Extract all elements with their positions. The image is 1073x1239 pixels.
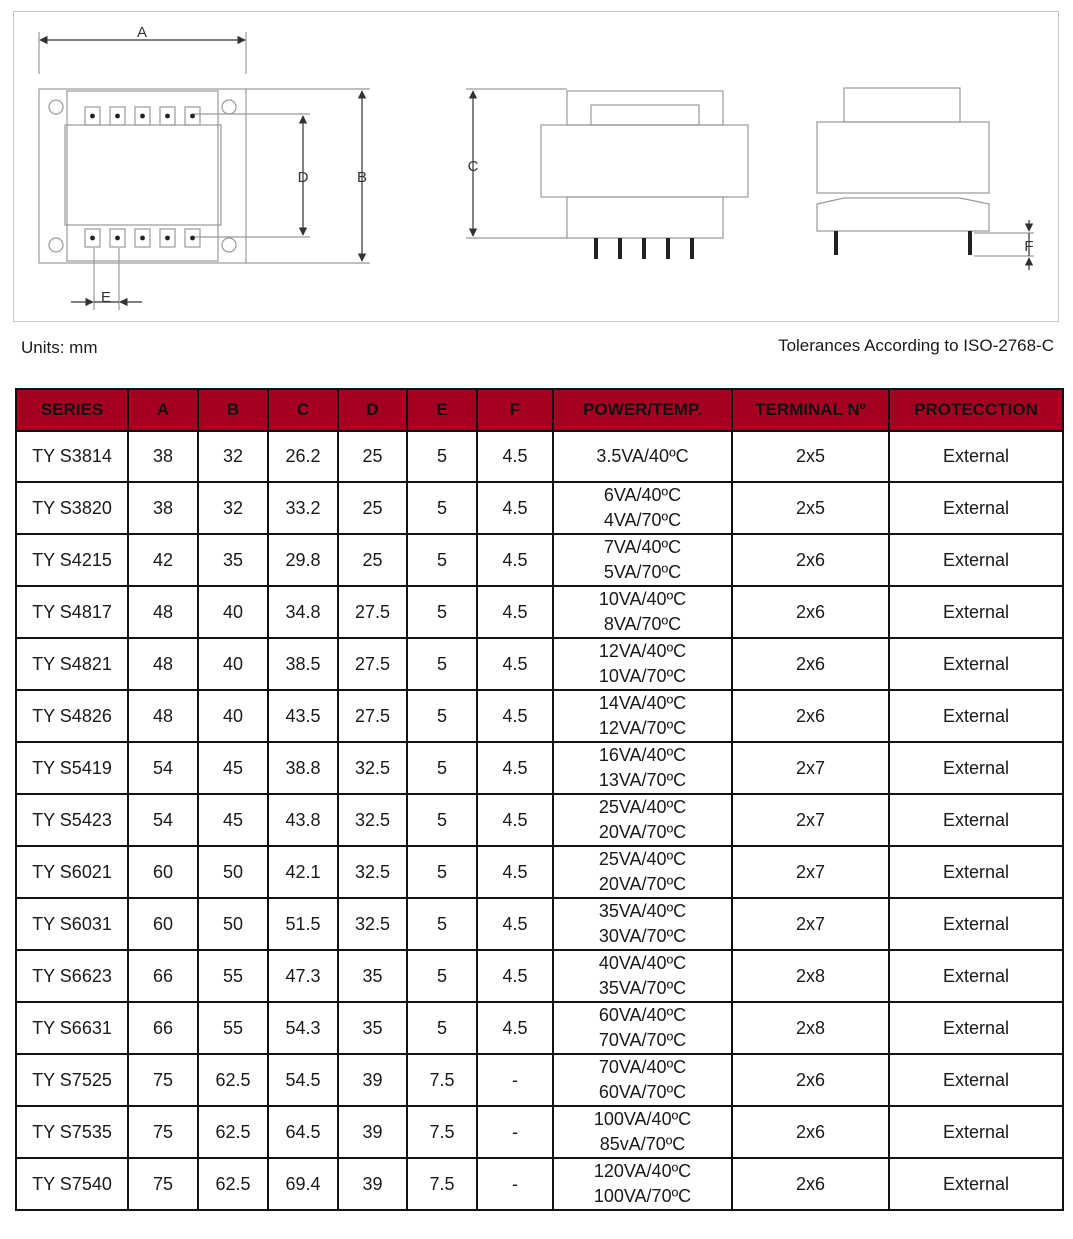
- cell-series: TY S4215: [16, 534, 128, 586]
- cell-protection: External: [889, 742, 1063, 794]
- cell-power-temp: [553, 1106, 732, 1158]
- cell-series: TY S4821: [16, 638, 128, 690]
- cell-terminal: 2x8: [732, 1002, 889, 1054]
- cell-power-temp: [553, 846, 732, 898]
- cell-a: 66: [128, 950, 198, 1002]
- cell-b: 62.5: [198, 1054, 268, 1106]
- cell-e: 5: [407, 950, 477, 1002]
- table-row: [16, 1106, 1063, 1158]
- header-series: SERIES: [16, 389, 128, 431]
- cell-terminal: 2x7: [732, 742, 889, 794]
- power-temp-line: 12VA/70ºC: [598, 718, 687, 738]
- cell-a: 38: [128, 431, 198, 482]
- power-temp-line: 40VA/40ºC: [598, 953, 687, 973]
- cell-protection: External: [889, 794, 1063, 846]
- cell-power-temp: [553, 534, 732, 586]
- cell-d: 32.5: [338, 742, 407, 794]
- cell-a: 48: [128, 690, 198, 742]
- cell-power-temp: [553, 898, 732, 950]
- power-temp-line: 85vA/70ºC: [599, 1134, 686, 1154]
- units-note: Units: mm: [21, 338, 98, 357]
- cell-terminal: 2x5: [732, 431, 889, 482]
- cell-f: -: [477, 1054, 553, 1106]
- cell-d: 25: [338, 431, 407, 482]
- cell-d: 35: [338, 950, 407, 1002]
- cell-protection: External: [889, 950, 1063, 1002]
- cell-d: 25: [338, 534, 407, 586]
- power-temp-line: 35VA/40ºC: [598, 901, 687, 921]
- cell-series: TY S3820: [16, 482, 128, 534]
- cell-e: 5: [407, 1002, 477, 1054]
- cell-terminal: 2x6: [732, 586, 889, 638]
- cell-e: 5: [407, 586, 477, 638]
- header-c: C: [268, 389, 338, 431]
- cell-protection: External: [889, 1054, 1063, 1106]
- cell-b: 32: [198, 482, 268, 534]
- power-temp-line: 25VA/40ºC: [598, 849, 687, 869]
- cell-e: 5: [407, 898, 477, 950]
- cell-power-temp: [553, 638, 732, 690]
- cell-e: 7.5: [407, 1106, 477, 1158]
- power-temp-line: 14VA/40ºC: [598, 693, 687, 713]
- technical-drawing: [13, 11, 1059, 322]
- dimension-label-e: E: [100, 289, 112, 306]
- cell-power-temp: [553, 586, 732, 638]
- dimension-label-a: A: [136, 24, 148, 41]
- cell-e: 5: [407, 690, 477, 742]
- cell-protection: External: [889, 1106, 1063, 1158]
- cell-e: 5: [407, 431, 477, 482]
- cell-e: 5: [407, 482, 477, 534]
- cell-series: TY S4817: [16, 586, 128, 638]
- cell-power-temp: [553, 1158, 732, 1210]
- cell-power-temp: [553, 1054, 732, 1106]
- header-f: F: [477, 389, 553, 431]
- cell-terminal: 2x7: [732, 898, 889, 950]
- cell-a: 75: [128, 1158, 198, 1210]
- cell-power-temp: [553, 690, 732, 742]
- header-d: D: [338, 389, 407, 431]
- table-row: [16, 742, 1063, 794]
- power-temp-line: 35VA/70ºC: [598, 978, 687, 998]
- power-temp-line: 12VA/40ºC: [598, 641, 687, 661]
- cell-protection: External: [889, 846, 1063, 898]
- cell-e: 5: [407, 794, 477, 846]
- table-row: [16, 1054, 1063, 1106]
- header-b: B: [198, 389, 268, 431]
- cell-terminal: 2x6: [732, 690, 889, 742]
- cell-f: 4.5: [477, 950, 553, 1002]
- cell-d: 27.5: [338, 690, 407, 742]
- tolerances-note: Tolerances According to ISO-2768-C: [778, 336, 1054, 355]
- cell-series: TY S6031: [16, 898, 128, 950]
- table-row: [16, 638, 1063, 690]
- power-temp-line: 100VA/40ºC: [593, 1109, 692, 1129]
- power-temp-line: 30VA/70ºC: [598, 926, 687, 946]
- cell-power-temp: [553, 431, 732, 482]
- table-header-row: [16, 389, 1063, 431]
- cell-b: 55: [198, 950, 268, 1002]
- power-temp-line: 6VA/40ºC: [603, 485, 682, 505]
- cell-power-temp: [553, 950, 732, 1002]
- cell-b: 40: [198, 638, 268, 690]
- cell-a: 60: [128, 846, 198, 898]
- table-row: [16, 1158, 1063, 1210]
- table-row: [16, 482, 1063, 534]
- cell-terminal: 2x7: [732, 846, 889, 898]
- cell-protection: External: [889, 638, 1063, 690]
- cell-protection: External: [889, 1002, 1063, 1054]
- cell-terminal: 2x8: [732, 950, 889, 1002]
- cell-b: 40: [198, 586, 268, 638]
- cell-e: 5: [407, 742, 477, 794]
- cell-series: TY S3814: [16, 431, 128, 482]
- power-temp-line: 70VA/40ºC: [598, 1057, 687, 1077]
- cell-terminal: 2x6: [732, 534, 889, 586]
- cell-a: 75: [128, 1106, 198, 1158]
- cell-e: 5: [407, 638, 477, 690]
- cell-d: 32.5: [338, 846, 407, 898]
- table-row: [16, 534, 1063, 586]
- cell-c: 38.5: [268, 638, 338, 690]
- cell-e: 7.5: [407, 1158, 477, 1210]
- dimension-label-f: F: [1024, 238, 1034, 255]
- cell-series: TY S5419: [16, 742, 128, 794]
- cell-d: 32.5: [338, 794, 407, 846]
- cell-f: -: [477, 1106, 553, 1158]
- cell-d: 27.5: [338, 638, 407, 690]
- cell-terminal: 2x6: [732, 1054, 889, 1106]
- power-temp-line: 10VA/70ºC: [598, 666, 687, 686]
- cell-f: 4.5: [477, 846, 553, 898]
- cell-c: 29.8: [268, 534, 338, 586]
- cell-c: 64.5: [268, 1106, 338, 1158]
- table-row: [16, 431, 1063, 482]
- cell-series: TY S4826: [16, 690, 128, 742]
- cell-c: 69.4: [268, 1158, 338, 1210]
- power-temp-line: 10VA/40ºC: [598, 589, 687, 609]
- table-row: [16, 586, 1063, 638]
- cell-a: 54: [128, 794, 198, 846]
- cell-f: 4.5: [477, 690, 553, 742]
- cell-c: 33.2: [268, 482, 338, 534]
- cell-series: TY S7525: [16, 1054, 128, 1106]
- cell-c: 51.5: [268, 898, 338, 950]
- cell-protection: External: [889, 431, 1063, 482]
- power-temp-line: 60VA/40ºC: [598, 1005, 687, 1025]
- cell-d: 32.5: [338, 898, 407, 950]
- cell-series: TY S6021: [16, 846, 128, 898]
- power-temp-line: 60VA/70ºC: [598, 1082, 687, 1102]
- header-terminal: TERMINAL Nº: [732, 389, 889, 431]
- cell-series: TY S7540: [16, 1158, 128, 1210]
- cell-d: 39: [338, 1158, 407, 1210]
- power-temp-line: 7VA/40ºC: [603, 537, 682, 557]
- cell-protection: External: [889, 898, 1063, 950]
- cell-a: 38: [128, 482, 198, 534]
- cell-terminal: 2x6: [732, 1106, 889, 1158]
- cell-e: 7.5: [407, 1054, 477, 1106]
- dimension-label-b: B: [356, 169, 368, 186]
- cell-c: 47.3: [268, 950, 338, 1002]
- header-protection: PROTECCTION: [889, 389, 1063, 431]
- header-e: E: [407, 389, 477, 431]
- power-temp-line: 5VA/70ºC: [603, 562, 682, 582]
- cell-f: -: [477, 1158, 553, 1210]
- cell-b: 45: [198, 742, 268, 794]
- cell-d: 35: [338, 1002, 407, 1054]
- cell-f: 4.5: [477, 586, 553, 638]
- cell-c: 42.1: [268, 846, 338, 898]
- cell-protection: External: [889, 534, 1063, 586]
- cell-c: 43.8: [268, 794, 338, 846]
- cell-b: 35: [198, 534, 268, 586]
- cell-b: 40: [198, 690, 268, 742]
- cell-f: 4.5: [477, 742, 553, 794]
- cell-a: 75: [128, 1054, 198, 1106]
- cell-terminal: 2x6: [732, 1158, 889, 1210]
- cell-terminal: 2x6: [732, 638, 889, 690]
- table-row: [16, 1002, 1063, 1054]
- power-temp-line: 70VA/70ºC: [598, 1030, 687, 1050]
- table-row: [16, 794, 1063, 846]
- cell-terminal: 2x7: [732, 794, 889, 846]
- cell-series: TY S6631: [16, 1002, 128, 1054]
- cell-terminal: 2x5: [732, 482, 889, 534]
- header-power-temp: POWER/TEMP.: [553, 389, 732, 431]
- cell-c: 43.5: [268, 690, 338, 742]
- cell-power-temp: [553, 742, 732, 794]
- power-temp-line: 100VA/70ºC: [593, 1186, 692, 1206]
- cell-f: 4.5: [477, 534, 553, 586]
- cell-f: 4.5: [477, 431, 553, 482]
- header-a: A: [128, 389, 198, 431]
- cell-d: 27.5: [338, 586, 407, 638]
- table-row: [16, 950, 1063, 1002]
- cell-b: 32: [198, 431, 268, 482]
- cell-b: 62.5: [198, 1106, 268, 1158]
- transformer-dimension-drawing: [14, 12, 1060, 323]
- power-temp-line: 20VA/70ºC: [598, 822, 687, 842]
- dimension-label-d: D: [297, 169, 309, 186]
- cell-d: 39: [338, 1106, 407, 1158]
- cell-protection: External: [889, 482, 1063, 534]
- cell-f: 4.5: [477, 638, 553, 690]
- cell-series: TY S6623: [16, 950, 128, 1002]
- cell-f: 4.5: [477, 482, 553, 534]
- cell-b: 45: [198, 794, 268, 846]
- cell-a: 60: [128, 898, 198, 950]
- cell-b: 62.5: [198, 1158, 268, 1210]
- power-temp-line: 120VA/40ºC: [593, 1161, 692, 1181]
- cell-c: 26.2: [268, 431, 338, 482]
- cell-c: 54.3: [268, 1002, 338, 1054]
- table-row: [16, 846, 1063, 898]
- cell-b: 50: [198, 846, 268, 898]
- cell-f: 4.5: [477, 794, 553, 846]
- power-temp-line: 16VA/40ºC: [598, 745, 687, 765]
- cell-d: 25: [338, 482, 407, 534]
- power-temp-line: 8VA/70ºC: [603, 614, 682, 634]
- cell-protection: External: [889, 1158, 1063, 1210]
- cell-c: 34.8: [268, 586, 338, 638]
- power-temp-line: 20VA/70ºC: [598, 874, 687, 894]
- specifications-table: [15, 388, 1064, 1211]
- power-temp-line: 4VA/70ºC: [603, 510, 682, 530]
- cell-f: 4.5: [477, 898, 553, 950]
- cell-power-temp: [553, 482, 732, 534]
- cell-b: 55: [198, 1002, 268, 1054]
- cell-series: TY S7535: [16, 1106, 128, 1158]
- dimension-label-c: C: [467, 158, 479, 175]
- cell-a: 48: [128, 638, 198, 690]
- table-row: [16, 690, 1063, 742]
- cell-b: 50: [198, 898, 268, 950]
- power-temp-line: 13VA/70ºC: [598, 770, 687, 790]
- cell-f: 4.5: [477, 1002, 553, 1054]
- cell-d: 39: [338, 1054, 407, 1106]
- cell-a: 42: [128, 534, 198, 586]
- power-temp-line: 25VA/40ºC: [598, 797, 687, 817]
- cell-power-temp: [553, 794, 732, 846]
- cell-protection: External: [889, 586, 1063, 638]
- cell-a: 54: [128, 742, 198, 794]
- cell-e: 5: [407, 534, 477, 586]
- table-row: [16, 898, 1063, 950]
- cell-power-temp: [553, 1002, 732, 1054]
- cell-protection: External: [889, 690, 1063, 742]
- power-temp-line: 3.5VA/40ºC: [596, 446, 689, 466]
- cell-series: TY S5423: [16, 794, 128, 846]
- cell-a: 66: [128, 1002, 198, 1054]
- cell-c: 38.8: [268, 742, 338, 794]
- cell-e: 5: [407, 846, 477, 898]
- cell-c: 54.5: [268, 1054, 338, 1106]
- cell-a: 48: [128, 586, 198, 638]
